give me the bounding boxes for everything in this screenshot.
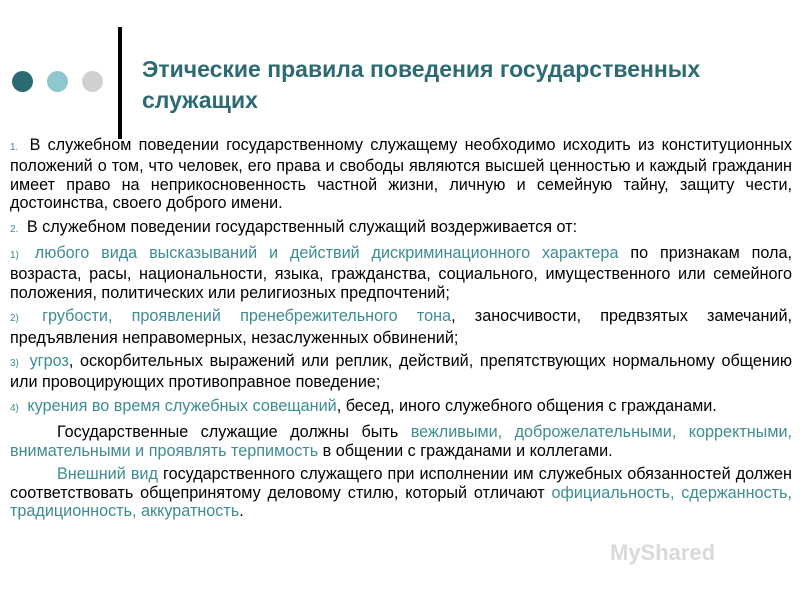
list-item-1: [10, 244, 792, 302]
dot-grey: [82, 71, 103, 92]
highlight-text: вежливыми, доброжелательными, корректными, внимательными и проявлять терпимость: [10, 423, 792, 460]
paragraph-3: [10, 423, 792, 460]
list-number: 2): [10, 313, 19, 325]
item-text: , оскорбительных выражений или реплик, действий, препятствующих нормальному общению или провоцирующих противоправное поведение;: [10, 352, 793, 392]
list-number: 4): [10, 402, 19, 414]
watermark: MyShared: [610, 540, 716, 565]
paragraph-text: В служебном поведении государственному служащему необходимо исходить из конституционных положений о том, что человек, его права и свободы являются высшей ценностью и каждый гражданин имеет право на неприкосновенность частной жизни, личную и семейную тайну, защиту чести, достоинства, своего доброго имени.: [10, 136, 792, 213]
list-number: 3): [10, 358, 19, 370]
slide-content: [10, 136, 792, 525]
decorative-dots: [12, 71, 103, 92]
paragraph-text: В служебном поведении государственный служащий воздерживается от:: [26, 217, 578, 236]
highlight-text: курения во время служебных совещаний: [27, 396, 337, 415]
list-number: 1): [10, 250, 19, 262]
list-item-2: [10, 307, 792, 347]
paragraph-text: государственного служащего при исполнении им служебных обязанностей должен соответствовать общепринятому деловому стилю, который отличают: [10, 465, 793, 502]
paragraph-text: .: [239, 501, 244, 520]
highlight-text: официальность, сдержанность, традиционность, аккуратность: [10, 483, 793, 520]
list-number: 2.: [10, 223, 19, 235]
item-text: по признакам пола, возраста, расы, национальности, языка, гражданства, социального, имущественного или семейного положения, политических или религиозных предпочтений;: [10, 244, 792, 302]
item-text: , бесед, иного служебного общения с гражданами.: [336, 396, 717, 415]
paragraph-4: [10, 465, 792, 520]
highlight-text: грубости, проявлений пренебрежительного тона: [42, 307, 452, 326]
dot-dark: [12, 71, 33, 92]
list-number: 1.: [10, 142, 19, 153]
page-title: Этические правила поведения государственных служащих: [142, 56, 701, 113]
highlight-text: любого вида высказываний и действий дискриминационного характера: [34, 244, 619, 263]
paragraph-text: Государственные служащие должны быть: [57, 423, 411, 442]
paragraph-1: [10, 136, 792, 213]
title-divider: [118, 27, 122, 139]
list-item-3: [10, 352, 792, 392]
paragraph-2: [10, 218, 792, 239]
list-item-4: [10, 397, 792, 418]
item-text: , заносчивости, предвзятых замечаний, предъявления неправомерных, незаслуженных обвинений;: [10, 307, 793, 347]
paragraph-text: в общении с гражданами и коллегами.: [318, 441, 613, 460]
dot-light: [47, 71, 68, 92]
highlight-text: Внешний вид: [57, 465, 158, 484]
highlight-text: угроз: [29, 352, 69, 371]
